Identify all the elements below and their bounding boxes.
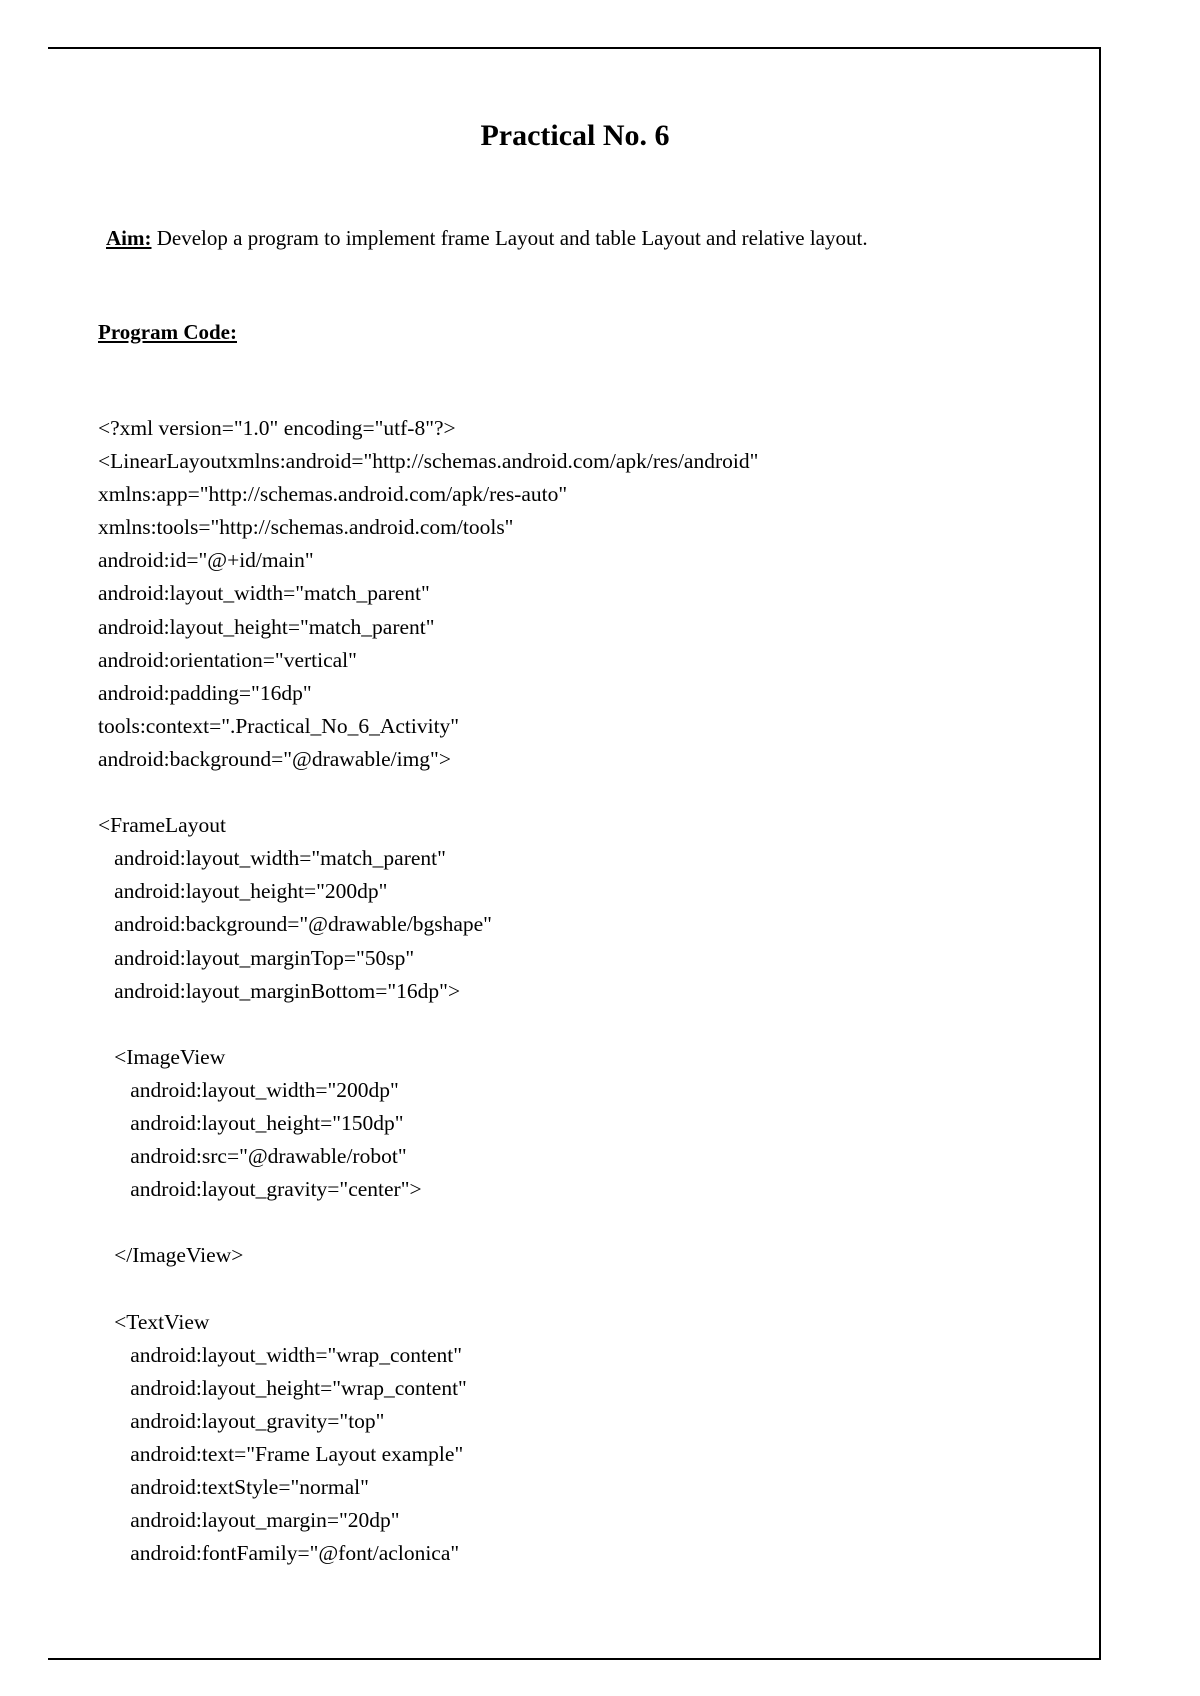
page-title: Practical No. 6 (480, 119, 670, 152)
aim-label: Aim: (106, 226, 152, 250)
code-line: <ImageView (98, 1044, 226, 1069)
code-line: xmlns:tools="http://schemas.android.com/tools" (98, 515, 514, 540)
code-line: android:layout_marginTop="50sp" (98, 945, 415, 970)
page-border-bottom (48, 1658, 1101, 1660)
aim-paragraph (106, 225, 868, 251)
code-line: android:src="@drawable/robot" (98, 1144, 407, 1169)
code-line: android:layout_margin="20dp" (98, 1508, 400, 1533)
code-line: xmlns:app="http://schemas.android.com/apk/res-auto" (98, 482, 568, 507)
code-line: android:layout_width="200dp" (98, 1077, 399, 1102)
code-line: <FrameLayout (98, 813, 226, 838)
code-line: android:padding="16dp" (98, 680, 312, 705)
code-line: android:layout_marginBottom="16dp"> (98, 978, 461, 1003)
code-line: <?xml version="1.0" encoding="utf-8"?> (98, 416, 456, 440)
code-line: </ImageView> (98, 1243, 244, 1268)
program-code-block (98, 412, 758, 1570)
code-line: android:layout_gravity="top" (98, 1408, 385, 1433)
code-line: android:id="@+id/main" (98, 548, 314, 573)
code-line: android:layout_height="wrap_content" (98, 1375, 467, 1400)
page-border-right (1099, 47, 1101, 1659)
code-line: <TextView (98, 1309, 210, 1334)
code-line: android:orientation="vertical" (98, 647, 357, 672)
code-line: android:layout_gravity="center"> (98, 1177, 422, 1202)
code-line: android:text="Frame Layout example" (98, 1441, 464, 1466)
code-line: <LinearLayoutxmlns:android="http://schemas.android.com/apk/res/android" (98, 449, 759, 474)
code-line (98, 1272, 758, 1305)
aim-text: Develop a program to implement frame Layout and table Layout and relative layout. (151, 226, 868, 250)
code-line: android:layout_height="150dp" (98, 1110, 404, 1135)
code-line: tools:context=".Practical_No_6_Activity" (98, 713, 460, 738)
code-line: android:background="@drawable/bgshape" (98, 912, 492, 937)
code-line: android:fontFamily="@font/aclonica" (98, 1541, 460, 1566)
code-line: android:textStyle="normal" (98, 1475, 369, 1499)
page-border-top (48, 47, 1101, 49)
code-line (98, 1008, 758, 1041)
code-line: android:background="@drawable/img"> (98, 746, 451, 771)
code-line: android:layout_width="match_parent" (98, 581, 430, 606)
program-code-heading: Program Code: (98, 320, 237, 344)
code-line: android:layout_width="wrap_content" (98, 1342, 463, 1367)
code-line (98, 776, 758, 809)
code-line: android:layout_height="200dp" (98, 879, 388, 904)
code-line: android:layout_height="match_parent" (98, 614, 435, 639)
code-line (98, 1206, 758, 1239)
code-line: android:layout_width="match_parent" (98, 846, 446, 871)
